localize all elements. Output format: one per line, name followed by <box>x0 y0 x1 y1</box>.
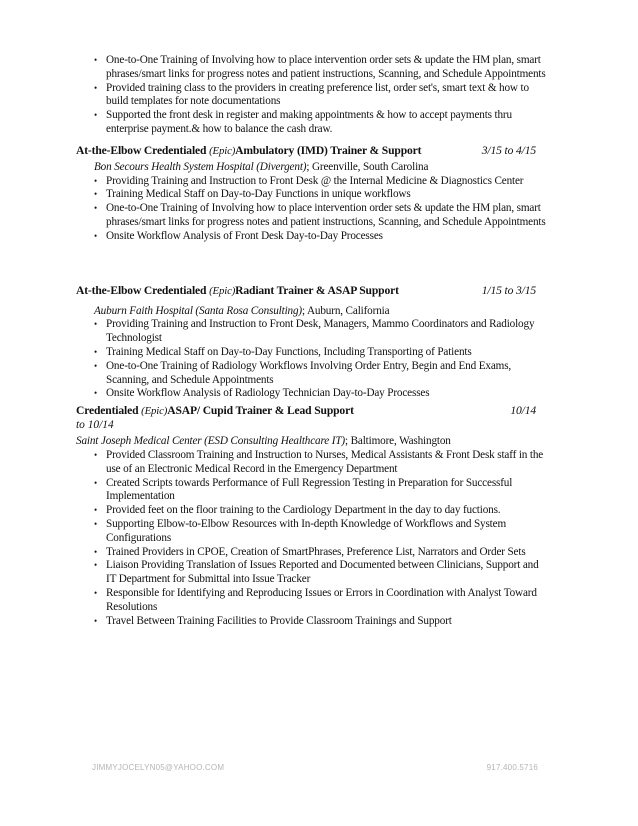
top-bullet-list <box>0 54 638 137</box>
list-item: • One-to-One Training of Involving how to place intervention order sets & update the HM plan, smart phrases/smart links for progress notes and patient instructions, Scanning, and Schedule Appointments <box>94 54 546 82</box>
job-dates: 3/15 to 4/15 <box>481 143 536 157</box>
job-heading <box>76 284 536 298</box>
job-title-epic: (Epic) <box>141 405 168 418</box>
job-title: Radiant Trainer & ASAP Support <box>235 283 399 297</box>
job-bullet-list <box>0 318 638 401</box>
employer-line <box>94 305 534 319</box>
list-item: • Provided training class to the providers in creating preference list, order set's, smart text & how to build templates for note documentations <box>94 82 546 110</box>
list-item: • Supported the front desk in register and making appointments & how to accept payments thru enterprise payment.& how to balance the cash draw. <box>94 109 546 137</box>
list-item: • Supporting Elbow-to-Elbow Resources with In-depth Knowledge of Workflows and System Configurations <box>94 518 546 546</box>
job-title-prefix: At-the-Elbow Credentialed <box>76 283 210 297</box>
job-heading <box>76 404 536 418</box>
employer-location: ; Baltimore, Washington <box>344 435 451 448</box>
list-item: • Liaison Providing Translation of Issues Reported and Documented between Clinicians, Support and IT Department for Submittal into Issue Tracker <box>94 559 546 587</box>
employer-name: Saint Joseph Medical Center (ESD Consulting Healthcare IT) <box>76 435 345 448</box>
list-item: • Trained Providers in CPOE, Creation of SmartPhrases, Preference List, Narrators and Order Sets <box>94 546 546 560</box>
footer-phone: 917.400.5716 <box>486 763 538 772</box>
job-title-epic: (Epic) <box>209 284 236 297</box>
list-item: • Onsite Workflow Analysis of Front Desk Day-to-Day Processes <box>94 230 546 244</box>
job-heading <box>76 144 536 158</box>
job-dates: 10/14 <box>510 404 536 418</box>
employer-location: ; Greenville, South Carolina <box>306 160 429 173</box>
job-title-epic: (Epic) <box>209 144 236 157</box>
list-item: • Responsible for Identifying and Reproducing Issues or Errors in Coordination with Analyst Toward Resolutions <box>94 587 546 615</box>
job-title-prefix: Credentialed <box>76 404 142 418</box>
employer-line <box>76 435 516 449</box>
employer-location: ; Auburn, California <box>302 304 390 317</box>
list-item: • Training Medical Staff on Day-to-Day Functions, Including Transporting of Patients <box>94 346 546 360</box>
list-item: • Travel Between Training Facilities to Provide Classroom Trainings and Support <box>94 615 546 629</box>
list-item: • Training Medical Staff on Day-to-Day Functions in unique workflows <box>94 188 546 202</box>
job-title: Ambulatory (IMD) Trainer & Support <box>235 143 422 157</box>
job-dates: 1/15 to 3/15 <box>481 283 536 297</box>
list-item: • One-to-One Training of Radiology Workflows Involving Order Entry, Begin and End Exams, Scanning, and Schedule Appointments <box>94 360 546 388</box>
job-bullet-list <box>0 449 638 628</box>
job-dates-continued: to 10/14 <box>76 419 114 432</box>
footer-email: JIMMYJOCELYN05@YAHOO.COM <box>92 763 225 772</box>
employer-name: Auburn Faith Hospital (Santa Rosa Consulting) <box>94 304 302 317</box>
employer-name: Bon Secours Health System Hospital (Divergent) <box>94 160 307 173</box>
list-item: • One-to-One Training of Involving how to place intervention order sets & update the HM plan, smart phrases/smart links for progress notes and patient instructions, Scanning, and Schedule Appointments <box>94 202 546 230</box>
list-item: • Created Scripts towards Performance of Full Regression Testing in Preparation for Successful Implementation <box>94 477 546 505</box>
job-title-prefix: At-the-Elbow Credentialed <box>76 143 210 157</box>
list-item: • Providing Training and Instruction to Front Desk @ the Internal Medicine & Diagnostics Center <box>94 175 546 189</box>
employer-line <box>94 161 534 175</box>
job-bullet-list <box>0 175 638 244</box>
job-title: ASAP/ Cupid Trainer & Lead Support <box>167 404 354 418</box>
list-item: • Provided feet on the floor training to the Cardiology Department in the day to day fuctions. <box>94 504 546 518</box>
list-item: • Provided Classroom Training and Instruction to Nurses, Medical Assistants & Front Desk staff in the use of an Electronic Medical Record in the Emergency Department <box>94 449 546 477</box>
list-item: • Onsite Workflow Analysis of Radiology Technician Day-to-Day Processes <box>94 387 546 401</box>
page-footer <box>92 763 538 772</box>
list-item: • Providing Training and Instruction to Front Desk, Managers, Mammo Coordinators and Radiology Technologist <box>94 318 546 346</box>
